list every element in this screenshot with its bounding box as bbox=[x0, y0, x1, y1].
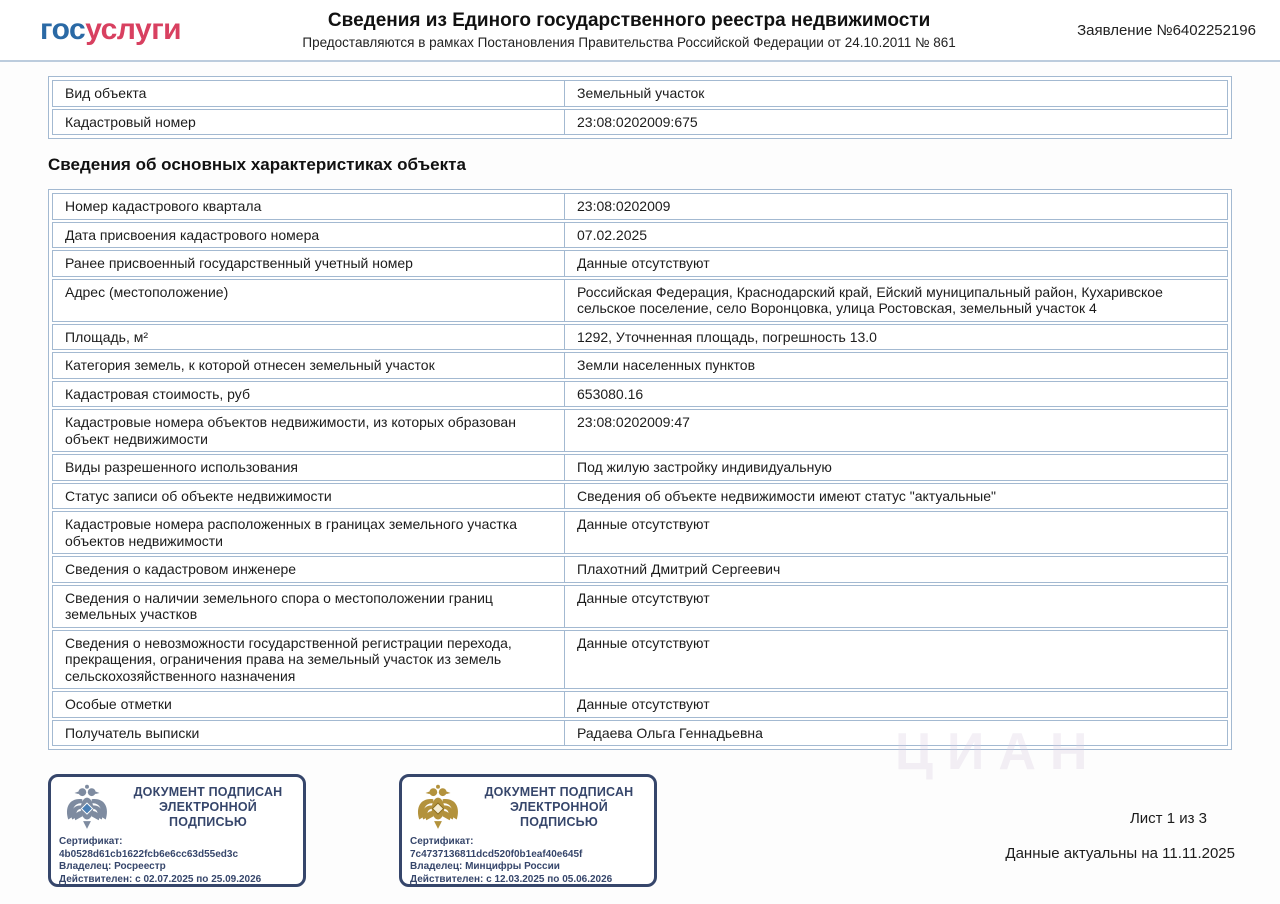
stamp-title-line2: ЭЛЕКТРОННОЙ bbox=[159, 799, 257, 814]
row-label: Категория земель, к которой отнесен земельный участок bbox=[53, 353, 565, 378]
footer-right-block bbox=[1005, 810, 1235, 862]
row-value: Радаева Ольга Геннадьевна bbox=[577, 724, 763, 741]
row-label: Вид объекта bbox=[53, 81, 565, 106]
stamp-title bbox=[472, 785, 646, 830]
document-subtitle: Предоставляются в рамках Постановления Правительства Российской Федерации от 24.10.2011 № 861 bbox=[302, 35, 956, 51]
stamp-title-line1: ДОКУМЕНТ ПОДПИСАН bbox=[484, 784, 634, 799]
row-value: 1292, Уточненная площадь, погрешность 13.0 bbox=[577, 328, 877, 345]
row-label: Кадастровая стоимость, руб bbox=[53, 382, 565, 407]
row-value: Под жилую застройку индивидуальную bbox=[577, 459, 832, 476]
row-value: Данные отсутствуют bbox=[577, 255, 710, 272]
stamp-certificate: Сертификат: 7c4737136811dcd520f0b1eaf40e645f bbox=[410, 836, 583, 860]
section-title: Сведения об основных характеристиках объекта bbox=[48, 155, 466, 175]
row-value: Российская Федерация, Краснодарский край, Ейский муниципальный район, Кухаривское сельское поселение, село Воронцовка, улица Ростовская, земельный участок 4 bbox=[577, 283, 1163, 317]
object-summary-table bbox=[48, 76, 1232, 139]
table-row bbox=[52, 691, 1228, 718]
stamp-title-line3: ПОДПИСЬЮ bbox=[169, 814, 247, 829]
table-row bbox=[52, 109, 1228, 136]
row-value: Данные отсутствуют bbox=[577, 516, 710, 533]
document-header bbox=[0, 0, 1280, 62]
row-label: Сведения о кадастровом инженере bbox=[53, 557, 565, 582]
table-row bbox=[52, 630, 1228, 690]
signature-stamp-rosreestr bbox=[48, 774, 306, 887]
row-label: Ранее присвоенный государственный учетный номер bbox=[53, 251, 565, 276]
table-row bbox=[52, 250, 1228, 277]
main-characteristics-table bbox=[48, 189, 1232, 750]
signature-stamp-mintsifry bbox=[399, 774, 657, 887]
application-number: Заявление №6402252196 bbox=[1077, 21, 1256, 39]
table-row bbox=[52, 222, 1228, 249]
row-value: Земельный участок bbox=[577, 85, 705, 101]
stamp-title-line3: ПОДПИСЬЮ bbox=[520, 814, 598, 829]
table-row bbox=[52, 585, 1228, 628]
table-row bbox=[52, 279, 1228, 322]
stamp-owner: Владелец: Росреестр bbox=[59, 861, 166, 872]
logo-part-red: услуги bbox=[85, 13, 182, 46]
row-value: Земли населенных пунктов bbox=[577, 357, 756, 374]
row-label: Адрес (местоположение) bbox=[53, 280, 565, 321]
stamp-owner: Владелец: Минцифры России bbox=[410, 861, 560, 872]
row-label: Сведения о невозможности государственной регистрации перехода, прекращения, ограничения права на земельный участок из земель сельскохозяйственного назначения bbox=[53, 631, 565, 689]
table-row bbox=[52, 454, 1228, 481]
sheet-number: Лист 1 из 3 bbox=[1129, 810, 1207, 827]
stamp-details bbox=[59, 836, 295, 886]
gosuslugi-logo bbox=[40, 13, 181, 47]
row-value: 23:08:0202009 bbox=[577, 198, 671, 215]
table-row bbox=[52, 483, 1228, 510]
row-label: Площадь, м² bbox=[53, 325, 565, 350]
watermark: ЦИАН bbox=[895, 723, 1102, 781]
row-label: Кадастровый номер bbox=[53, 110, 565, 135]
table-row bbox=[52, 352, 1228, 379]
stamp-top bbox=[59, 782, 295, 832]
table-row bbox=[52, 381, 1228, 408]
row-value: Данные отсутствуют bbox=[577, 589, 710, 606]
row-value: Данные отсутствуют bbox=[577, 696, 710, 713]
row-label: Дата присвоения кадастрового номера bbox=[53, 223, 565, 248]
stamp-details bbox=[410, 836, 646, 886]
row-value: 23:08:0202009:47 bbox=[577, 414, 690, 431]
table-row bbox=[52, 511, 1228, 554]
row-value: 653080.16 bbox=[577, 385, 644, 402]
table-row bbox=[52, 80, 1228, 107]
table-row bbox=[52, 556, 1228, 583]
stamp-certificate: Сертификат: 4b0528d61cb1622fcb6e6cc63d55ed3c bbox=[59, 836, 239, 860]
signature-stamps bbox=[48, 774, 657, 887]
row-label: Кадастровые номера расположенных в границах земельного участка объектов недвижимости bbox=[53, 512, 565, 553]
row-label: Получатель выписки bbox=[53, 721, 565, 746]
rosreestr-eagle-icon bbox=[59, 782, 115, 832]
row-label: Сведения о наличии земельного спора о местоположении границ земельных участков bbox=[53, 586, 565, 627]
stamp-title-line2: ЭЛЕКТРОННОЙ bbox=[510, 799, 608, 814]
row-value: 07.02.2025 bbox=[577, 226, 648, 243]
row-label: Виды разрешенного использования bbox=[53, 455, 565, 480]
data-actuality-date: Данные актуальны на 11.11.2025 bbox=[1005, 845, 1235, 862]
row-label: Кадастровые номера объектов недвижимости, из которых образован объект недвижимости bbox=[53, 410, 565, 451]
stamp-top bbox=[410, 782, 646, 832]
table-row bbox=[52, 193, 1228, 220]
row-value: Данные отсутствуют bbox=[577, 634, 710, 651]
russia-coat-of-arms-icon bbox=[410, 782, 466, 832]
row-value: 23:08:0202009:675 bbox=[577, 113, 698, 130]
document-title: Сведения из Единого государственного реестра недвижимости bbox=[327, 9, 931, 31]
stamp-validity: Действителен: с 12.03.2025 по 05.06.2026 bbox=[410, 873, 613, 885]
stamp-title bbox=[121, 785, 295, 830]
table-row bbox=[52, 409, 1228, 452]
stamp-title-line1: ДОКУМЕНТ ПОДПИСАН bbox=[133, 784, 283, 799]
row-value: Плахотний Дмитрий Сергеевич bbox=[577, 561, 781, 578]
row-value: Сведения об объекте недвижимости имеют статус "актуальные" bbox=[577, 487, 996, 504]
header-title-block bbox=[181, 10, 1077, 51]
row-label: Номер кадастрового квартала bbox=[53, 194, 565, 219]
stamp-validity: Действителен: с 02.07.2025 по 25.09.2026 bbox=[59, 873, 262, 885]
row-label: Статус записи об объекте недвижимости bbox=[53, 484, 565, 509]
logo-part-blue: гос bbox=[40, 13, 86, 46]
table-row bbox=[52, 324, 1228, 351]
row-label: Особые отметки bbox=[53, 692, 565, 717]
